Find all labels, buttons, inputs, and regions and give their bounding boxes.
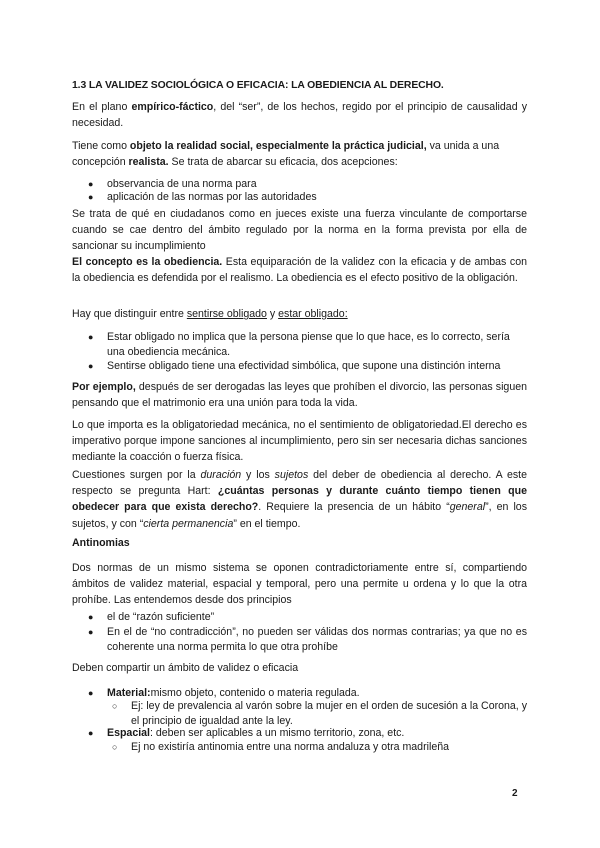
section-heading: 1.3 LA VALIDEZ SOCIOLÓGICA O EFICACIA: LA OBEDIENCIA AL DERECHO. [72,80,444,91]
paragraph-empirico: En el plano empírico-fáctico, del “ser”, de los hechos, regido por el principio de causalidad y necesidad. [72,101,527,130]
paragraph-objeto: Tiene como objeto la realidad social, especialmente la práctica judicial, va unida a una concepción realista. Se trata de abarcar su eficacia, dos acepciones: [72,140,500,169]
antinomias-heading: Antinomias [72,537,130,549]
paragraph-obligatoriedad: Lo que importa es la obligatoriedad mecánica, no el sentimiento de obligatoriedad.El derecho es imperativo porque impone sanciones al incumplimiento, pero sin ser necesaria dichas sanciones mediante la coacción o fuerza física. [72,419,527,464]
paragraph-antinomias: Dos normas de un mismo sistema se oponen contradictoriamente entre sí, compartiendo ámbitos de validez material, espacial y temporal, pero una permite u ordena y lo que la otra prohíbe. Las entendemos desde dos principios [72,562,527,607]
list-item: observancia de una norma para [107,178,257,190]
paragraph-ejemplo: Por ejemplo, después de ser derogadas las leyes que prohíben el divorcio, las personas siguen pensando que el matrimonio era una unión para toda la vida. [72,381,528,410]
list-item-material: Material:mismo objeto, contenido o materia regulada. [107,687,360,699]
list-subitem: Ej: ley de prevalencia al varón sobre la mujer en el orden de sucesión a la Corona, y el principio de igualdad ante la ley. [131,700,527,728]
list-subitem: Ej no existiría antinomia entre una norma andaluza y otra madrileña [131,741,449,753]
circle-bullet-icon: ○ [112,742,118,752]
bullet-icon: ● [88,179,94,189]
paragraph-hart: Cuestiones surgen por la duración y los sujetos del deber de obediencia al derecho. A este respecto se pregunta Hart: ¿cuántas personas y durante cuánto tiempo tienen que obedecer para que exista derecho?. Requiere la presencia de un hábito “general”, en los sujetos, y con “cierta permanencia” en el tiempo. [72,469,528,530]
paragraph-obediencia: El concepto es la obediencia. Esta equiparación de la validez con la eficacia y de ambas con la obediencia es defendida por el realismo. La obediencia es el efecto positivo de la obligación. [72,256,527,285]
paragraph-fuerza-vinculante: Se trata de qué en ciudadanos como en jueces existe una fuerza vinculante de comportarse cuando se cae dentro del ámbito regulado por la norma en la forma prevista por ella de sancionar su incumplimiento [72,208,527,253]
bullet-icon: ● [88,361,94,371]
paragraph-ambito: Deben compartir un ámbito de validez o eficacia [72,662,299,674]
list-item-espacial: Espacial: deben ser aplicables a un mismo territorio, zona, etc. [107,727,405,739]
circle-bullet-icon: ○ [112,701,118,711]
bullet-icon: ● [88,627,94,637]
list-item: Sentirse obligado tiene una efectividad simbólica, que supone una distinción interna [107,360,501,372]
bullet-icon: ● [88,728,94,738]
list-item: Estar obligado no implica que la persona piense que lo que hace, es lo correcto, sería una obediencia mecánica. [107,331,510,359]
paragraph-distinguir: Hay que distinguir entre sentirse obligado y estar obligado: [72,308,348,320]
bullet-icon: ● [88,688,94,698]
bullet-icon: ● [88,332,94,342]
bullet-icon: ● [88,612,94,622]
list-item: el de “razón suficiente” [107,611,215,623]
page-number: 2 [512,788,518,799]
bullet-icon: ● [88,192,94,202]
list-item: En el de “no contradicción”, no pueden ser válidas dos normas contrarias; ya que no es coherente una norma permita lo que otra prohíbe [107,626,527,654]
list-item: aplicación de las normas por las autoridades [107,191,317,203]
